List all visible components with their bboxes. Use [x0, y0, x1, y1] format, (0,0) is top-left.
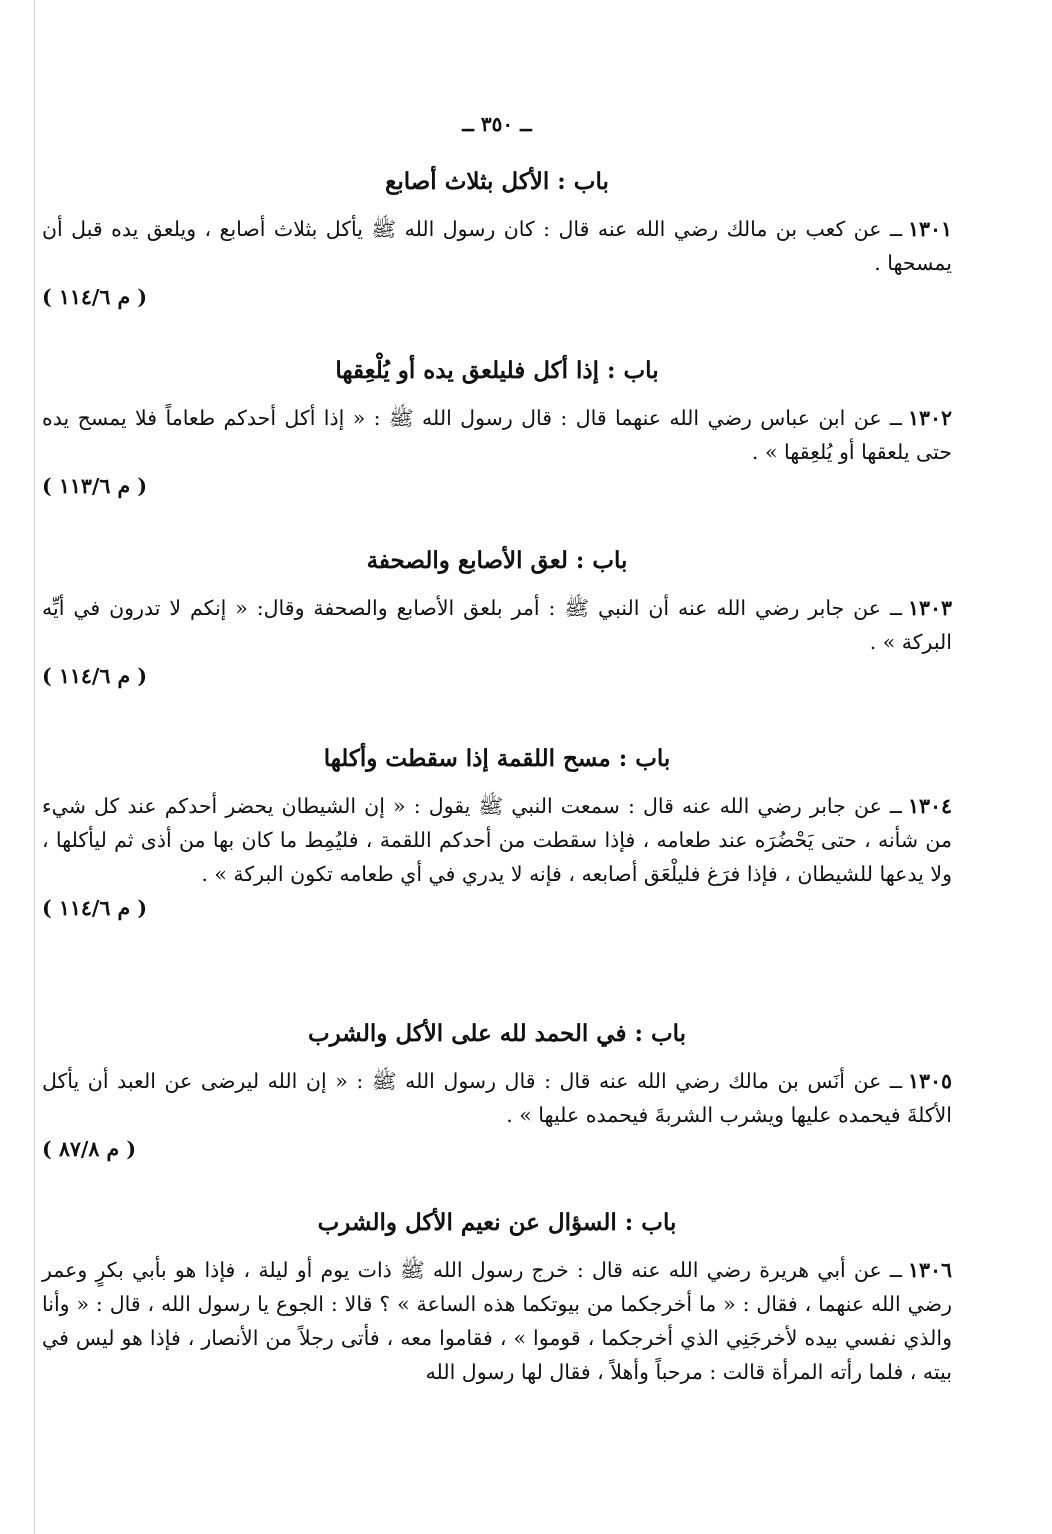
- hadith-number: ١٣٠٢: [907, 406, 952, 430]
- hadith-number: ١٣٠٦: [907, 1258, 952, 1282]
- chapter-4: [42, 739, 952, 925]
- hadith-number: ١٣٠٣: [907, 596, 952, 620]
- hadith-paragraph: [42, 401, 952, 503]
- chapter-title: باب : الأكل بثلاث أصابع: [385, 168, 609, 195]
- chapter-6: [42, 1203, 952, 1389]
- page-margin-line: [34, 0, 35, 1534]
- hadith-text: ــ عن أنَس بن مالك رضي الله عنه قال : قال رسول الله ﷺ : « إن الله ليرضى عن العبد أن يأكل الأكلةَ فيحمده عليها ويشرب الشربةَ فيحمده عليها » .: [42, 1069, 952, 1127]
- chapter-1: [42, 162, 952, 314]
- hadith-paragraph: [42, 591, 952, 693]
- source-reference: ( م ١١٤/٦ ): [42, 285, 148, 309]
- hadith-paragraph: [42, 789, 952, 925]
- chapter-title: باب : السؤال عن نعيم الأكل والشرب: [317, 1209, 677, 1236]
- hadith-number: ١٣٠١: [907, 217, 952, 241]
- source-reference: ( م ١١٤/٦ ): [42, 896, 148, 920]
- chapter-title: باب : مسح اللقمة إذا سقطت وأكلها: [323, 745, 671, 772]
- hadith-text: ــ عن جابر رضي الله عنه أن النبي ﷺ : أمر بلعق الأصابع والصحفة وقال: « إنكم لا تدرون في أيِّه البركة » .: [42, 596, 952, 654]
- chapter-3: [42, 541, 952, 693]
- page-number: ــ ٣٥٠ ــ: [462, 112, 532, 136]
- hadith-text: ــ عن جابر رضي الله عنه قال : سمعت النبي ﷺ يقول : « إن الشيطان يحضر أحدكم عند كل شيء من شأنه ، حتى يَحْضُرَه عند طعامه ، فإذا سقطت من أحدكم اللقمة ، فليُمِط ما كان بها من أذى ثم ليأكلها ، ولا يدعها للشيطان ، فإذا فرَغ فليلْعَق أصابعه ، فإنه لا يدري في أي طعامه تكون البركة » .: [42, 794, 952, 886]
- book-page: [42, 0, 952, 1534]
- hadith-number: ١٣٠٤: [907, 794, 952, 818]
- chapter-2: [42, 351, 952, 503]
- hadith-paragraph: [42, 1064, 952, 1166]
- chapter-title: باب : في الحمد لله على الأكل والشرب: [307, 1020, 687, 1047]
- hadith-text: ــ عن أبي هريرة رضي الله عنه قال : خرج رسول الله ﷺ ذات يوم أو ليلة ، فإذا هو بأبي بكرٍ وعمر رضي الله عنهما ، فقال : « ما أخرجكما من بيوتكما هذه الساعة » ؟ قالا : الجوع يا رسول الله ، قال : « وأنا والذي نفسي بيده لأخرجَنِي الذي أخرجكما ، قوموا » ، فقاموا معه ، فأتى رجلاً من الأنصار ، فإذا هو ليس في بيته ، فلما رأته المرأة قالت : مرحباً وأهلاً ، فقال لها رسول الله: [42, 1258, 952, 1384]
- chapter-title: باب : لعق الأصابع والصحفة: [366, 547, 628, 574]
- hadith-text: ــ عن ابن عباس رضي الله عنهما قال : قال رسول الله ﷺ : « إذا أكل أحدكم طعاماً فلا يمسح يده حتى يلعقها أو يُلعِقها » .: [42, 406, 952, 464]
- chapter-title: باب : إذا أكل فليلعق يده أو يُلْعِقها: [335, 357, 659, 384]
- hadith-paragraph: [42, 212, 952, 314]
- source-reference: ( م ٨٧/٨ ): [42, 1137, 137, 1161]
- source-reference: ( م ١١٤/٦ ): [42, 664, 148, 688]
- source-reference: ( م ١١٣/٦ ): [42, 474, 148, 498]
- chapter-5: [42, 1014, 952, 1166]
- hadith-number: ١٣٠٥: [907, 1069, 952, 1093]
- hadith-paragraph: [42, 1253, 952, 1389]
- hadith-text: ــ عن كعب بن مالك رضي الله عنه قال : كان رسول الله ﷺ يأكل بثلاث أصابع ، ويلعق يده قبل أن يمسحها .: [42, 217, 952, 275]
